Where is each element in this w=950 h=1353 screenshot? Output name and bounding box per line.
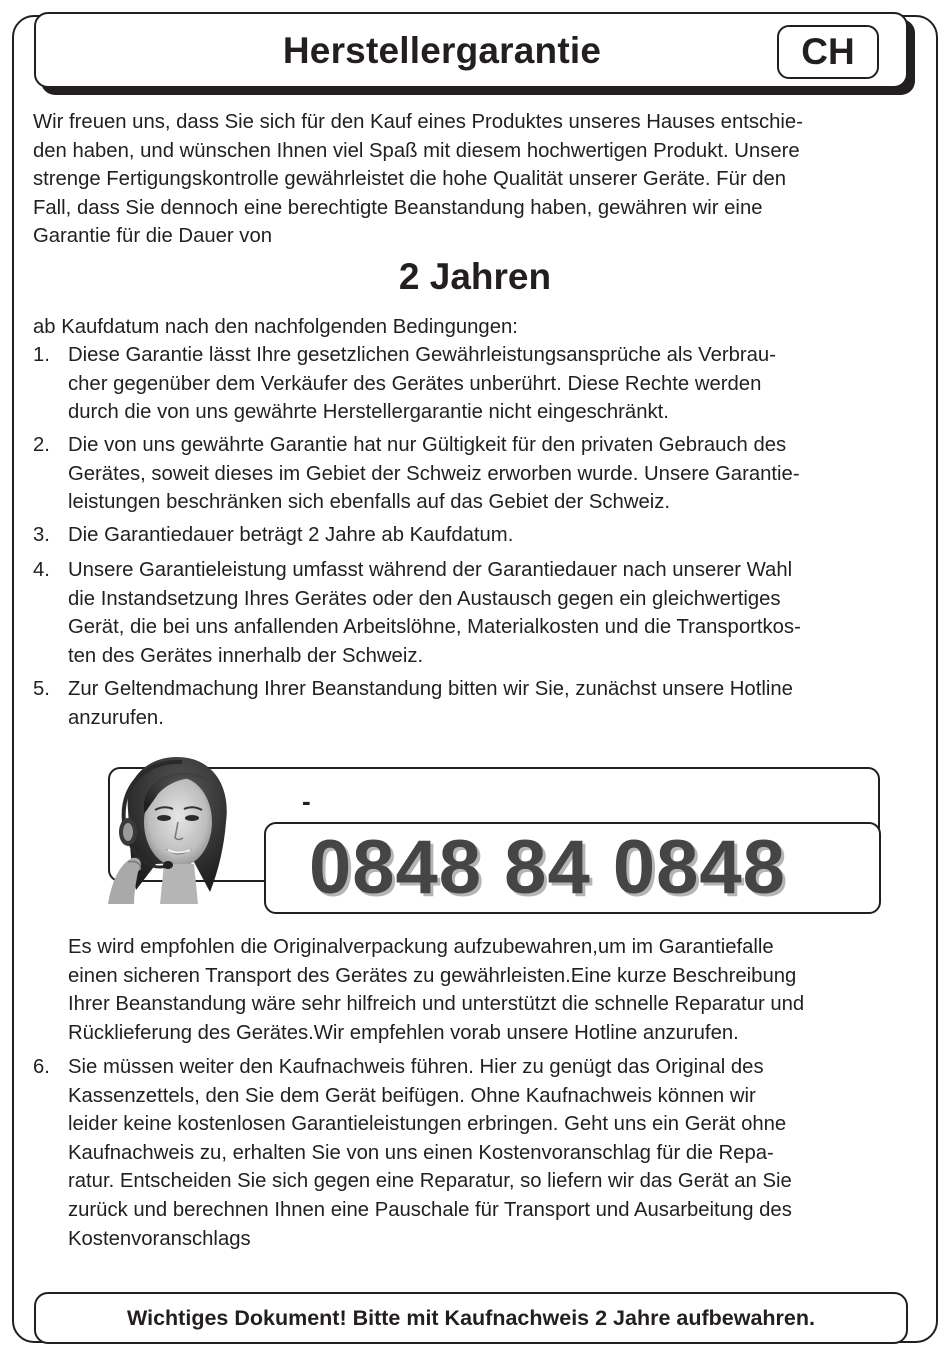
item-line: Unsere Garantieleistung umfasst während der Garantiedauer nach unserer Wahl bbox=[68, 559, 793, 581]
condition-item-4 bbox=[33, 556, 923, 670]
intro-paragraph bbox=[33, 108, 923, 251]
country-badge: CH bbox=[777, 25, 879, 79]
item-number: 5. bbox=[33, 678, 50, 700]
recommendation-line: einen sicheren Transport des Gerätes zu gewährleisten.Eine kurze Beschreibung bbox=[68, 964, 797, 987]
item-number: 1. bbox=[33, 344, 50, 366]
intro-line: strenge Fertigungskontrolle gewährleistet die hohe Qualität unserer Geräte. Für den bbox=[33, 168, 787, 191]
item-line: anzurufen. bbox=[68, 706, 164, 729]
warranty-duration: 2 Jahren bbox=[398, 256, 552, 297]
page-title: Herstellergarantie bbox=[282, 30, 602, 71]
intro-line: Fall, dass Sie dennoch eine berechtigte Beanstandung haben, gewähren wir eine bbox=[33, 196, 763, 219]
conditions-intro: ab Kaufdatum nach den nachfolgenden Bedingungen: bbox=[33, 316, 518, 338]
item-line: cher gegenüber dem Verkäufer des Gerätes unberührt. Diese Rechte werden bbox=[68, 372, 762, 395]
intro-line: Garantie für die Dauer von bbox=[33, 225, 272, 248]
item-number: 6. bbox=[33, 1056, 50, 1078]
item-line: zurück und berechnen Ihnen eine Pauschale für Transport und Ausarbeitung des bbox=[68, 1198, 792, 1221]
intro-line: Wir freuen uns, dass Sie sich für den Kauf eines Produktes unseres Hauses entschie- bbox=[33, 111, 803, 133]
item-line: leider keine kostenlosen Garantieleistungen erbringen. Geht uns ein Gerät ohne bbox=[68, 1113, 787, 1136]
item-line: Gerät, die bei uns anfallenden Arbeitslöhne, Materialkosten und die Transportkos- bbox=[68, 616, 801, 639]
hotline-label: - bbox=[302, 786, 311, 816]
item-number: 2. bbox=[33, 434, 50, 456]
condition-item-6 bbox=[33, 1053, 923, 1253]
item-line: Gerätes, soweit dieses im Gebiet der Schweiz erworben wurde. Unsere Garantie- bbox=[68, 462, 800, 485]
recommendation-line: Rücklieferung des Gerätes.Wir empfehlen vorab unsere Hotline anzurufen. bbox=[68, 1021, 739, 1044]
item-line: Kostenvoranschlags bbox=[68, 1227, 251, 1250]
recommendation-line: Es wird empfohlen die Originalverpackung aufzubewahren,um im Garantiefalle bbox=[68, 936, 774, 958]
footer-note: Wichtiges Dokument! Bitte mit Kaufnachweis 2 Jahre aufbewahren. bbox=[34, 1292, 908, 1344]
item-line: ten des Gerätes innerhalb der Schweiz. bbox=[68, 644, 424, 667]
item-line: Die Garantiedauer beträgt 2 Jahre ab Kaufdatum. bbox=[68, 524, 514, 546]
item-number: 4. bbox=[33, 559, 50, 581]
item-line: Die von uns gewährte Garantie hat nur Gültigkeit für den privaten Gebrauch des bbox=[68, 434, 787, 456]
item-line: Sie müssen weiter den Kaufnachweis führen. Hier zu genügt das Original des bbox=[68, 1056, 764, 1078]
item-line: Zur Geltendmachung Ihrer Beanstandung bitten wir Sie, zunächst unsere Hotline bbox=[68, 678, 793, 700]
condition-item-3 bbox=[33, 521, 923, 550]
item-line: ratur. Entscheiden Sie sich gegen eine Reparatur, so liefern wir das Gerät an Sie bbox=[68, 1170, 792, 1193]
item-line: durch die von uns gewährte Herstellergarantie nicht eingeschränkt. bbox=[68, 401, 669, 424]
item-line: Diese Garantie lässt Ihre gesetzlichen Gewährleistungsansprüche als Verbrau- bbox=[68, 344, 776, 366]
recommendation-line: Ihrer Beanstandung wäre sehr hilfreich und unterstützt die schnelle Reparatur und bbox=[68, 993, 805, 1016]
condition-item-2 bbox=[33, 431, 923, 517]
recommendation-paragraph bbox=[68, 933, 928, 1047]
support-operator-image bbox=[106, 752, 236, 904]
condition-item-5 bbox=[33, 675, 923, 732]
item-line: Kassenzettels, den Sie dem Gerät beifügen. Ohne Kaufnachweis können wir bbox=[68, 1084, 756, 1107]
item-line: leistungen beschränken sich ebenfalls auf das Gebiet der Schweiz. bbox=[68, 491, 671, 514]
intro-line: den haben, und wünschen Ihnen viel Spaß mit diesem hochwertigen Produkt. Unsere bbox=[33, 139, 800, 162]
hotline-phone-number: 0848 84 0848 bbox=[309, 825, 786, 910]
item-line: Kaufnachweis zu, erhalten Sie von uns einen Kostenvoranschlag für die Repa- bbox=[68, 1141, 774, 1164]
item-number: 3. bbox=[33, 524, 50, 546]
condition-item-1 bbox=[33, 341, 923, 427]
item-line: die Instandsetzung Ihres Gerätes oder den Austausch gegen ein gleichwertiges bbox=[68, 587, 781, 610]
